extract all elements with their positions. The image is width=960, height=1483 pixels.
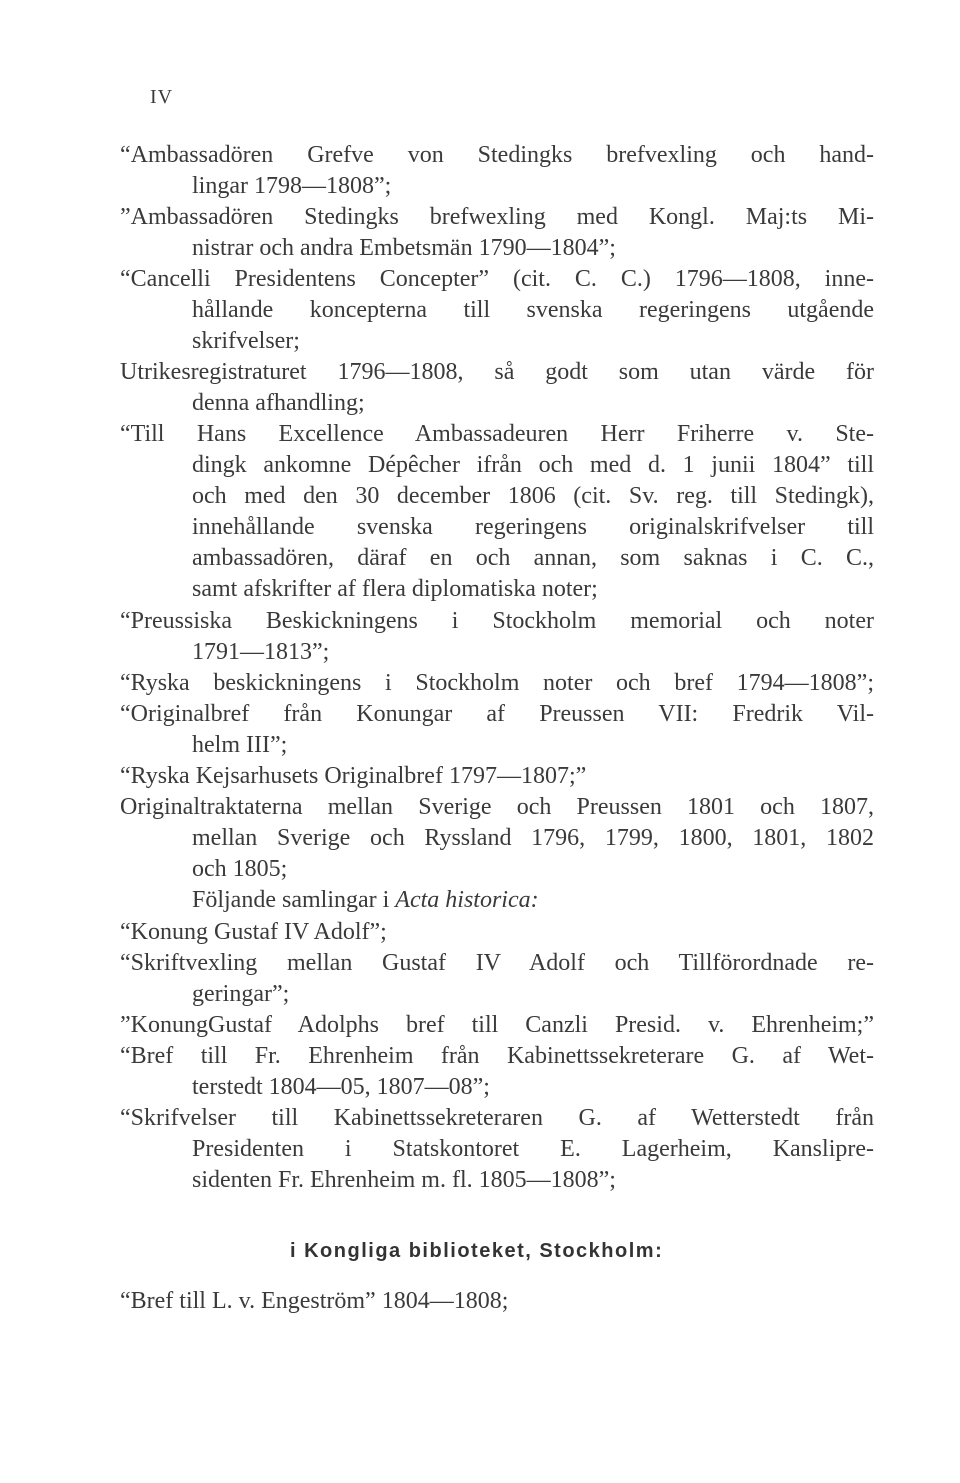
text-line: och 1805; [192, 856, 288, 882]
text-line: “Konung Gustaf IV Adolf”; [120, 919, 387, 945]
text-line: “Cancelli Presidentens Concepter” (cit. C. C.) 1796—1808, inne- [120, 266, 874, 292]
page-number: IV [150, 86, 174, 108]
acta-historica-title: Acta historica: [395, 887, 539, 913]
text-line: “Bref till L. v. Engeström” 1804—1808; [120, 1288, 509, 1314]
text-line: hållande koncepterna till svenska regeringens utgående [192, 297, 874, 323]
text-line: “Ryska beskickningens i Stockholm noter och bref 1794—1808”; [120, 670, 874, 696]
text-line: innehållande svenska regeringens originalskrifvelser till [192, 514, 874, 540]
acta-intro: Följande samlingar i [192, 887, 390, 913]
section-heading: i Kongliga biblioteket, Stockholm: [290, 1240, 664, 1262]
text-line: “Skrifvelser till Kabinettssekreteraren G. af Wetterstedt från [120, 1105, 874, 1131]
text-line: skrifvelser; [192, 328, 300, 354]
text-line: Presidenten i Statskontoret E. Lagerheim, Kanslipre- [192, 1136, 874, 1162]
text-line: “Bref till Fr. Ehrenheim från Kabinettssekreterare G. af Wet- [120, 1043, 874, 1069]
text-line: sidenten Fr. Ehrenheim m. fl. 1805—1808”; [192, 1167, 616, 1193]
text-line: ”KonungGustaf Adolphs bref till Canzli Presid. v. Ehrenheim;” [120, 1012, 874, 1038]
text-line: geringar”; [192, 981, 290, 1007]
text-line: terstedt 1804—05, 1807—08”; [192, 1074, 490, 1100]
text-line [192, 885, 539, 915]
text-line: lingar 1798—1808”; [192, 173, 392, 199]
text-line: och med den 30 december 1806 (cit. Sv. reg. till Stedingk), [192, 483, 874, 509]
text-line: denna afhandling; [192, 390, 365, 416]
text-line: “Till Hans Excellence Ambassadeuren Herr Friherre v. Ste- [120, 421, 874, 447]
text-line: dingk ankomne Dépêcher ifrån och med d. 1 junii 1804” till [192, 452, 874, 478]
text-line: “Originalbref från Konungar af Preussen VII: Fredrik Vil- [120, 701, 874, 727]
text-line: “Ambassadören Grefve von Stedingks brefvexling och hand- [120, 142, 874, 168]
text-line: Originaltraktaterna mellan Sverige och Preussen 1801 och 1807, [120, 794, 874, 820]
text-line: ambassadören, däraf en och annan, som saknas i C. C., [192, 545, 874, 571]
text-line: Utrikesregistraturet 1796—1808, så godt som utan värde för [120, 359, 874, 385]
text-line: “Preussiska Beskickningens i Stockholm memorial och noter [120, 608, 874, 634]
text-line: “Ryska Kejsarhusets Originalbref 1797—1807;” [120, 763, 587, 789]
text-line: 1791—1813”; [192, 639, 330, 665]
text-line: samt afskrifter af flera diplomatiska noter; [192, 576, 598, 602]
text-line: nistrar och andra Embetsmän 1790—1804”; [192, 235, 616, 261]
text-line: “Skriftvexling mellan Gustaf IV Adolf och Tillförordnade re- [120, 950, 874, 976]
text-line: helm III”; [192, 732, 288, 758]
text-line: mellan Sverige och Ryssland 1796, 1799, 1800, 1801, 1802 [192, 825, 874, 851]
text-line: ”Ambassadören Stedingks brefwexling med Kongl. Maj:ts Mi- [120, 204, 874, 230]
